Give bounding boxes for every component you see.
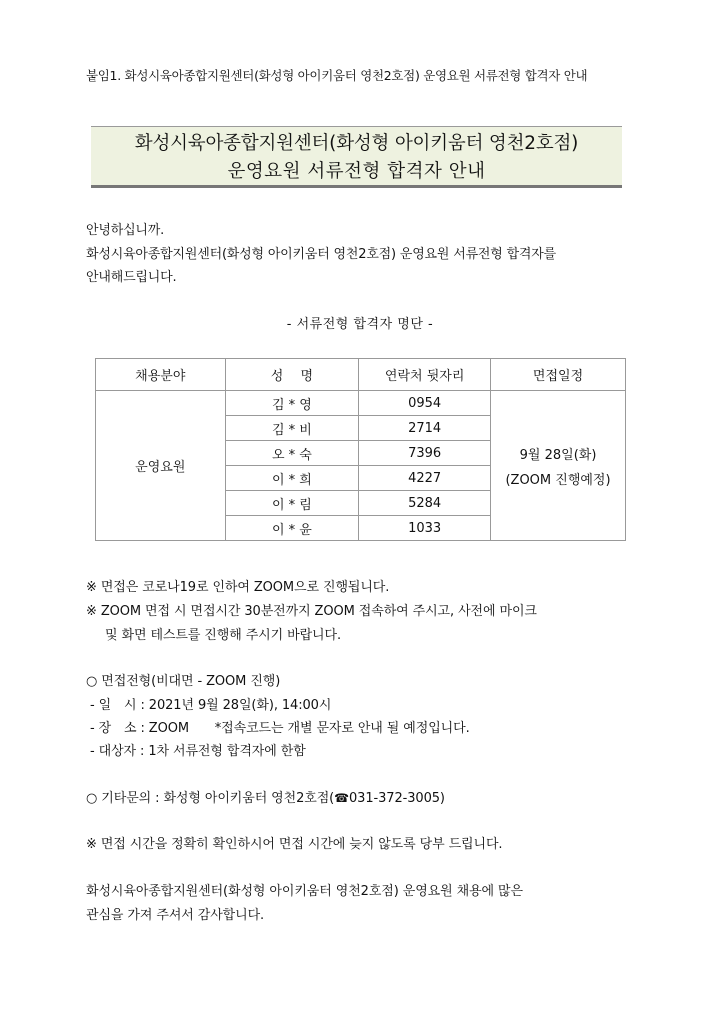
phone-cell: 1033 bbox=[359, 516, 491, 541]
name-cell: 이 * 림 bbox=[225, 491, 359, 516]
phone-cell: 2714 bbox=[359, 416, 491, 441]
header-schedule: 면접일정 bbox=[491, 359, 626, 391]
phone-icon: ☎ bbox=[334, 791, 350, 805]
name-cell: 김 * 비 bbox=[225, 416, 359, 441]
intro-greeting: 안녕하십니까. bbox=[86, 223, 165, 238]
note-corona: ※ 면접은 코로나19로 인하여 ZOOM으로 진행됩니다. bbox=[86, 580, 390, 595]
table-header-row bbox=[96, 359, 626, 391]
name-cell: 김 * 영 bbox=[225, 391, 359, 416]
header-name: 성 명 bbox=[225, 359, 359, 391]
schedule-note: (ZOOM 진행예정) bbox=[505, 472, 611, 488]
phone-cell: 4227 bbox=[359, 466, 491, 491]
interview-place: - 장 소 : ZOOM *접속코드는 개별 문자로 안내 될 예정입니다. bbox=[90, 721, 470, 736]
reminder: ※ 면접 시간을 정확히 확인하시어 면접 시간에 늦지 않도록 당부 드립니다. bbox=[86, 837, 503, 852]
schedule-cell bbox=[491, 391, 626, 541]
header-phone: 연락처 뒷자리 bbox=[359, 359, 491, 391]
name-cell: 이 * 희 bbox=[225, 466, 359, 491]
results-table bbox=[95, 358, 626, 541]
header-field: 채용분야 bbox=[96, 359, 226, 391]
closing-line-1: 화성시육아종합지원센터(화성형 아이키움터 영천2호점) 운영요원 채용에 많은 bbox=[86, 884, 523, 899]
title-box bbox=[91, 126, 622, 188]
phone-cell: 5284 bbox=[359, 491, 491, 516]
table-row bbox=[96, 391, 626, 416]
closing-line-2: 관심을 가져 주셔서 감사합니다. bbox=[86, 908, 265, 923]
inquiry-phone: 031-372-3005) bbox=[349, 791, 445, 806]
name-cell: 이 * 윤 bbox=[225, 516, 359, 541]
phone-cell: 0954 bbox=[359, 391, 491, 416]
interview-target: - 대상자 : 1차 서류전형 합격자에 한함 bbox=[90, 744, 306, 759]
interview-date: - 일 시 : 2021년 9월 28일(화), 14:00시 bbox=[90, 698, 332, 713]
list-heading: - 서류전형 합격자 명단 - bbox=[286, 317, 434, 332]
name-cell: 오 * 숙 bbox=[225, 441, 359, 466]
title-line-2: 운영요원 서류전형 합격자 안내 bbox=[227, 161, 486, 182]
attachment-line: 붙임1. 화성시육아종합지원센터(화성형 아이키움터 영천2호점) 운영요원 서류전형 합격자 안내 bbox=[86, 68, 588, 83]
note-zoom: ※ ZOOM 면접 시 면접시간 30분전까지 ZOOM 접속하여 주시고, 사전에 마이크 bbox=[86, 604, 537, 619]
intro-line-3: 안내해드립니다. bbox=[86, 270, 177, 285]
phone-cell: 7396 bbox=[359, 441, 491, 466]
schedule-date: 9월 28일(화) bbox=[519, 447, 597, 463]
field-cell: 운영요원 bbox=[96, 391, 226, 541]
interview-heading: ○ 면접전형(비대면 - ZOOM 진행) bbox=[86, 674, 281, 689]
title-line-1: 화성시육아종합지원센터(화성형 아이키움터 영천2호점) bbox=[134, 133, 579, 154]
inquiry-line bbox=[86, 787, 445, 806]
note-zoom-cont: 및 화면 테스트를 진행해 주시기 바랍니다. bbox=[105, 628, 341, 643]
inquiry-prefix: ○ 기타문의 : 화성형 아이키움터 영천2호점( bbox=[86, 791, 335, 806]
intro-line-2: 화성시육아종합지원센터(화성형 아이키움터 영천2호점) 운영요원 서류전형 합격자를 bbox=[86, 247, 557, 262]
